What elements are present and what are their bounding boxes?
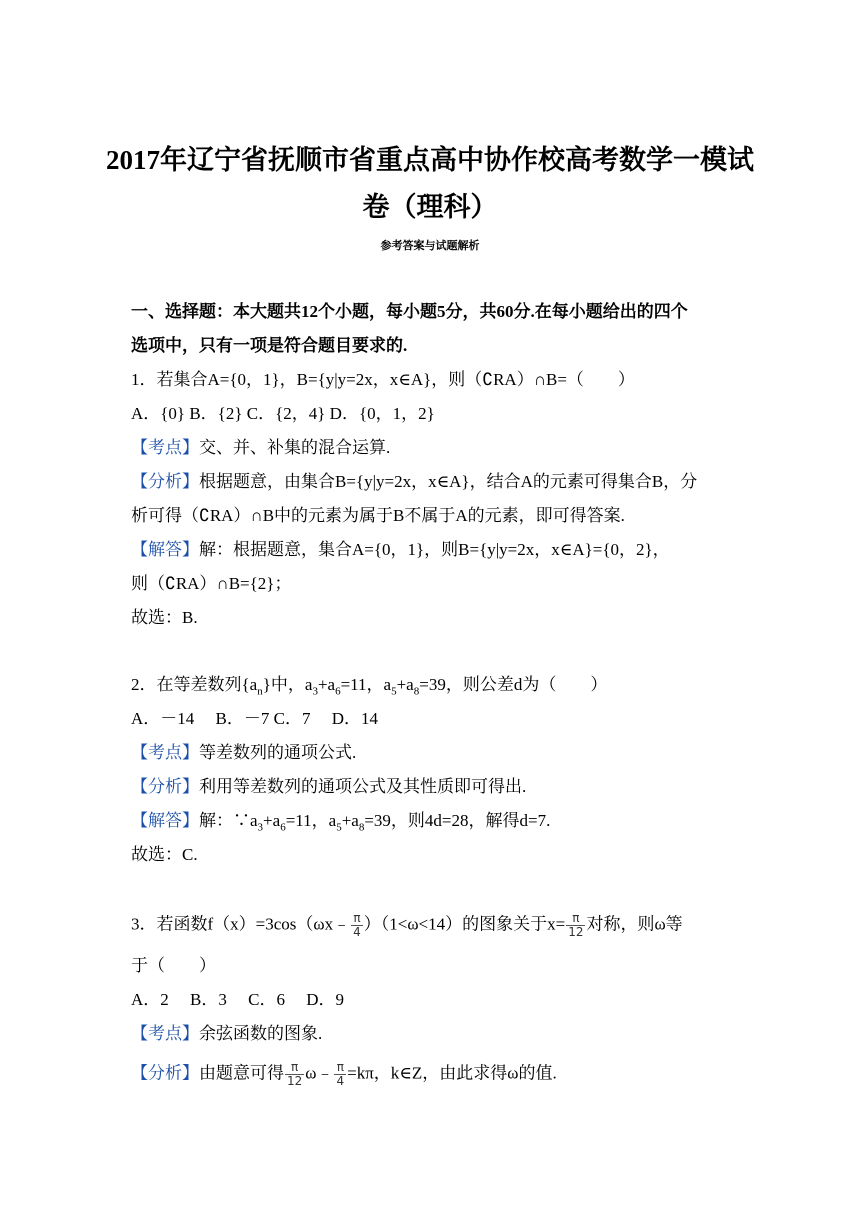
q2-jieda-part: 解：∵a [199,811,258,830]
q2-kaodian-row [131,742,356,764]
fraction-pi-over-4 [351,912,363,939]
fraction-numerator: π [566,912,585,926]
kaodian-tag: 【考点】 [131,743,199,762]
section-heading-line-2: 选项中，只有一项是符合题目要求的. [131,336,408,355]
q3-stem-part: 3．若函数f（x）=3cos（ωx﹣ [131,914,351,934]
q2-stem [131,674,607,702]
q2-stem-part: =11，a [340,675,392,694]
q3-options: A．2 B．3 C．6 D．9 [131,990,344,1009]
q1-answer: 故选：B. [131,608,198,627]
q2-jieda-part: =11，a [285,811,337,830]
q3-fenxi-part: =kπ，k∈Z，由此求得ω的值. [347,1063,557,1083]
q3-fenxi-part: ω﹣ [305,1063,334,1083]
jieda-tag: 【解答】 [131,811,199,830]
q2-subscript: 3 [257,821,264,834]
q3-stem-line-2: 于（ ） [131,956,216,975]
q2-answer: 故选：C. [131,845,198,864]
q2-jieda-part: +a [263,811,281,830]
document-title-line-2: 卷（理科） [362,192,498,222]
fraction-pi-over-4 [334,1061,346,1088]
q2-subscript: 6 [335,685,341,698]
q2-subscript: 5 [391,685,397,698]
q2-stem-part: +a [396,675,414,694]
q1-stem: 1．若集合A={0，1}，B={y|y=2x，x∈A}，则（∁RA）∩B=（ ） [131,370,635,389]
kaodian-tag: 【考点】 [131,438,199,457]
q3-fenxi-row [131,1061,557,1088]
q2-subscript: 6 [280,821,286,834]
fraction-denominator: 12 [568,925,584,939]
fraction-denominator: 4 [336,1074,345,1088]
jieda-tag: 【解答】 [131,540,199,559]
q1-kaodian-row [131,437,390,459]
q2-fenxi-text: 利用等差数列的通项公式及其性质即可得出. [199,777,527,796]
q2-stem-part: 2．在等差数列{a [131,675,258,694]
section-heading-line-1: 一、选择题：本大题共12个小题，每小题5分，共60分.在每小题给出的四个 [131,302,688,321]
q3-fenxi-part: 由题意可得 [199,1063,284,1083]
kaodian-tag: 【考点】 [131,1024,199,1043]
fraction-pi-over-12 [566,912,585,939]
q1-fenxi-row [131,471,697,493]
fraction-pi-over-12 [285,1061,304,1088]
q2-jieda-part: =39，则4d=28，解得d=7. [364,811,551,830]
document-title-line-1: 2017年辽宁省抚顺市省重点高中协作校高考数学一模试 [106,145,754,175]
q2-subscript: 8 [413,685,420,698]
q1-jieda-text-2: 则（∁RA）∩B={2}； [131,574,292,593]
q2-options: A．－14 B．－7 C．7 D．14 [131,709,378,728]
fenxi-tag: 【分析】 [131,472,199,491]
q2-subscript: 3 [312,685,318,698]
fraction-numerator: π [334,1061,346,1075]
q2-jieda-row [131,810,550,838]
q2-subscript: 5 [336,821,342,834]
q2-stem-part: }中，a [262,675,313,694]
q2-jieda-part: +a [341,811,359,830]
q1-jieda-text-1: 解：根据题意，集合A={0，1}，则B={y|y=2x，x∈A}={0，2}， [199,540,670,559]
q2-subscript: n [257,685,263,698]
q3-stem-part: 对称，则ω等 [586,914,683,934]
q2-subscript: 8 [358,821,365,834]
q3-kaodian-row [131,1023,322,1045]
q2-fenxi-row [131,776,526,798]
fraction-denominator: 12 [287,1074,303,1088]
fraction-numerator: π [351,912,363,926]
q1-jieda-row [131,539,670,561]
q3-kaodian-text: 余弦函数的图象. [199,1024,323,1043]
q1-fenxi-text-1: 根据题意，由集合B={y|y=2x，x∈A}，结合A的元素可得集合B，分 [199,472,698,491]
q3-stem-part: ）（1<ω<14）的图象关于x= [363,914,566,934]
q1-options: A．{0} B．{2} C．{2，4} D．{0，1，2} [131,404,435,423]
fraction-numerator: π [285,1061,304,1075]
fraction-denominator: 4 [353,925,361,939]
fenxi-tag: 【分析】 [131,777,199,796]
q2-stem-part: =39，则公差d为（ ） [419,675,608,694]
q2-stem-part: +a [317,675,336,694]
q1-kaodian-text: 交、并、补集的混合运算. [199,438,391,457]
q1-fenxi-text-2: 析可得（∁RA）∩B中的元素为属于B不属于A的元素，即可得答案. [131,506,625,525]
fenxi-tag: 【分析】 [131,1063,199,1083]
document-subtitle: 参考答案与试题解析 [380,240,480,252]
q3-stem [131,912,683,939]
q2-kaodian-text: 等差数列的通项公式. [199,743,357,762]
